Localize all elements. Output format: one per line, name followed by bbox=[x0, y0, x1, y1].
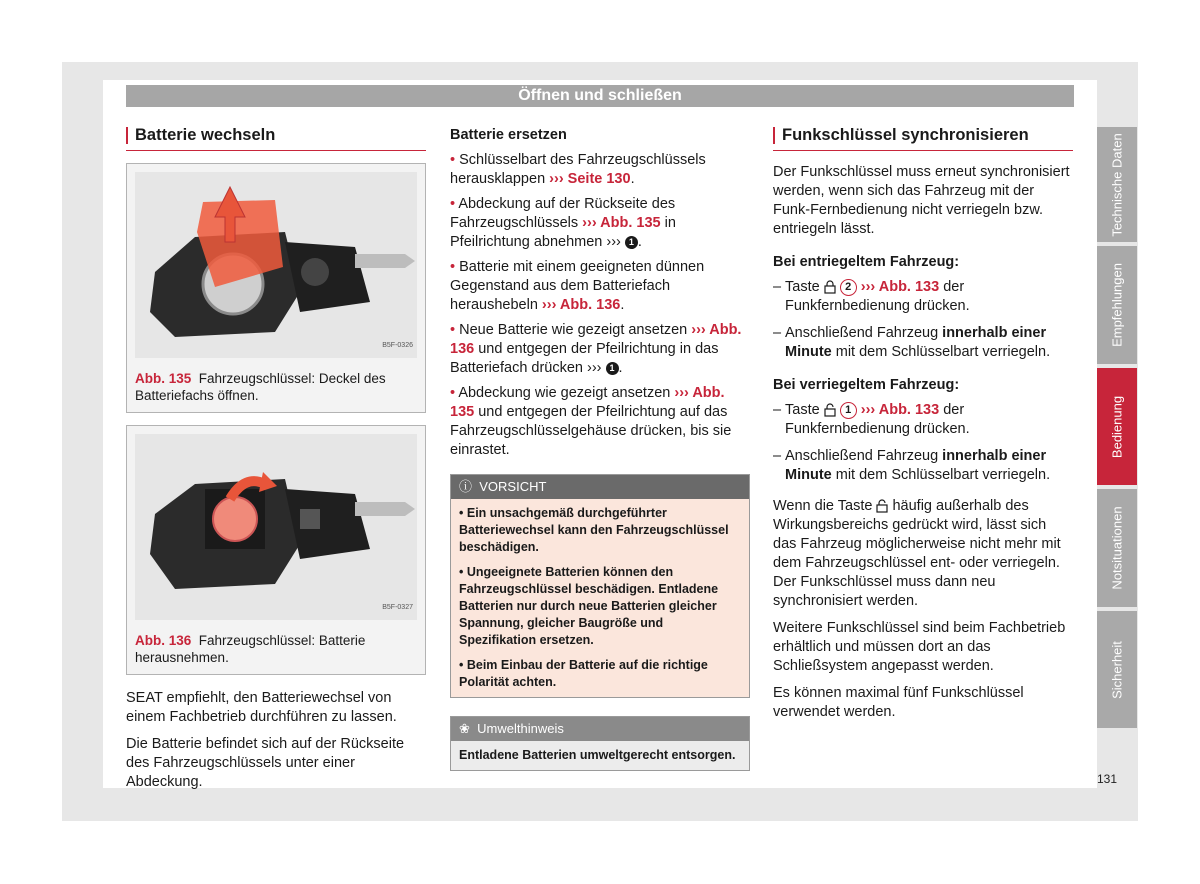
section-heading-funkschluessel: Funkschlüssel synchronisieren bbox=[773, 126, 1073, 151]
paragraph: Wenn die Taste häufig außerhalb des Wirkungsbereichs gedrückt wird, lässt sich das Fahrzeug möglicherweise nicht mehr mit dem Fahrzeugschlüssel ent- oder verriegeln. Der Funkschlüssel muss dann neu synchronisiert werden. bbox=[773, 498, 1061, 609]
key-open-cover-illustration bbox=[135, 172, 417, 358]
instruction-item: – Taste 1 ››› Abb. 133 der Funkfernbedienung drücken. bbox=[773, 402, 970, 437]
key-battery-cover-image bbox=[135, 172, 417, 358]
subheading-batterie-ersetzen: Batterie ersetzen bbox=[450, 127, 567, 143]
lock-open-icon bbox=[876, 499, 888, 513]
page-number: 131 bbox=[1097, 772, 1118, 786]
side-tab-empfehlungen[interactable]: Empfehlungen bbox=[1097, 246, 1137, 364]
paragraph: Der Funkschlüssel muss erneut synchronisiert werden, wenn sich das Fahrzeug mit der Funk-Fernbedienung nicht verriegeln bzw. entriegeln lässt. bbox=[773, 164, 1070, 237]
caution-item: • Beim Einbau der Batterie auf die richtige Polarität achten. bbox=[459, 658, 708, 689]
right-column bbox=[773, 126, 1073, 730]
cross-reference-link[interactable]: ››› Abb. 136 bbox=[541, 297, 621, 313]
warning-ref-icon[interactable]: 1 bbox=[625, 236, 638, 249]
lock-closed-icon bbox=[824, 280, 836, 294]
key-remove-battery-illustration bbox=[135, 434, 417, 620]
caution-box bbox=[450, 474, 750, 698]
paragraph: SEAT empfiehlt, den Batteriewechsel von einem Fachbetrieb durchführen zu lassen. bbox=[126, 690, 397, 725]
left-column bbox=[126, 126, 426, 800]
caution-item: • Ein unsachgemäß durchgeführter Batteriewechsel kann den Fahrzeugschlüssel beschädigen. bbox=[459, 506, 729, 554]
environment-note-body: Entladene Batterien umweltgerecht entsorgen. bbox=[451, 741, 749, 770]
instruction-item: – Anschließend Fahrzeug innerhalb einer Minute mit dem Schlüsselbart verriegeln. bbox=[773, 325, 1051, 360]
cross-reference-link[interactable]: ››› Abb. 135 bbox=[582, 215, 661, 231]
step-item: • Abdeckung wie gezeigt ansetzen ››› Abb. 135 und entgegen der Pfeilrichtung auf das Fahrzeugschlüsselgehäuse drücken, bis sie einrastet. bbox=[450, 385, 732, 458]
warning-ref-icon[interactable]: 1 bbox=[606, 362, 619, 375]
figure-code: B5F-0326 bbox=[382, 342, 413, 349]
paragraph: Weitere Funkschlüssel sind beim Fachbetrieb erhältlich und müssen dort an das Schließsystem angepasst werden. bbox=[773, 620, 1066, 674]
figure-code: B5F-0327 bbox=[382, 604, 413, 611]
figure-caption-text: Fahrzeugschlüssel: Deckel des Batteriefachs öffnen. bbox=[135, 371, 386, 403]
middle-column bbox=[450, 126, 750, 771]
side-tab-bedienung[interactable]: Bedienung bbox=[1097, 368, 1137, 485]
subheading-verriegelt: Bei verriegeltem Fahrzeug: bbox=[773, 377, 960, 393]
subheading-entriegelt: Bei entriegeltem Fahrzeug: bbox=[773, 254, 960, 270]
instruction-item: – Taste 2 ››› Abb. 133 der Funkfernbedienung drücken. bbox=[773, 279, 970, 314]
cross-reference-link[interactable]: ››› Abb. 133 bbox=[860, 402, 940, 418]
cross-reference-link[interactable]: ››› Abb. 133 bbox=[860, 279, 940, 295]
environment-note-box bbox=[450, 716, 750, 771]
side-tab-sicherheit[interactable]: Sicherheit bbox=[1097, 611, 1137, 728]
side-tab-notsituationen[interactable]: Notsituationen bbox=[1097, 489, 1137, 607]
figure-caption-text: Fahrzeugschlüssel: Batterie herausnehmen. bbox=[135, 633, 366, 665]
step-item: • Batterie mit einem geeigneten dünnen Gegenstand aus dem Batteriefach heraushebeln ››› Abb. 136. bbox=[450, 259, 705, 313]
caution-item: • Ungeeignete Batterien können den Fahrzeugschlüssel beschädigen. Entladene Batterien nur durch neue Batterien gleicher Spannung, gleicher Baugröße und Spezifikation ersetzen. bbox=[459, 565, 719, 647]
cross-reference-link[interactable]: ››› Abb. 135 bbox=[450, 385, 725, 420]
figure-135 bbox=[126, 163, 426, 413]
section-heading-batterie: Batterie wechseln bbox=[126, 126, 426, 151]
caution-header: ⓘ VORSICHT bbox=[451, 475, 749, 499]
info-circle-icon: ⓘ bbox=[459, 479, 473, 494]
step-item: • Abdeckung auf der Rückseite des Fahrzeugschlüssels ››› Abb. 135 in Pfeilrichtung abnehmen ››› 1 . bbox=[450, 196, 676, 250]
lock-open-icon bbox=[824, 403, 836, 417]
button-number-badge: 2 bbox=[840, 279, 857, 296]
cross-reference-link[interactable]: ››› Seite 130 bbox=[549, 171, 631, 187]
instruction-item: – Anschließend Fahrzeug innerhalb einer Minute mit dem Schlüsselbart verriegeln. bbox=[773, 448, 1051, 483]
step-item: • Schlüsselbart des Fahrzeugschlüssels herausklappen ››› Seite 130. bbox=[450, 152, 706, 187]
figure-caption bbox=[127, 628, 425, 674]
paragraph: Es können maximal fünf Funkschlüssel verwendet werden. bbox=[773, 685, 1024, 720]
cross-reference-link[interactable]: ››› Abb. 136 bbox=[450, 322, 742, 357]
button-number-badge: 1 bbox=[840, 402, 857, 419]
caution-body bbox=[451, 499, 749, 697]
step-item: • Neue Batterie wie gezeigt ansetzen ››› Abb. 136 und entgegen der Pfeilrichtung in das Batteriefach drücken ››› 1 . bbox=[450, 322, 742, 376]
figure-caption bbox=[127, 366, 425, 412]
side-tab-technische-daten[interactable]: Technische Daten bbox=[1097, 127, 1137, 242]
paragraph: Die Batterie befindet sich auf der Rückseite des Fahrzeugschlüssels unter einer Abdeckung. bbox=[126, 736, 405, 790]
key-battery-remove-image bbox=[135, 434, 417, 620]
chapter-banner: Öffnen und schließen bbox=[126, 85, 1074, 107]
flower-icon: ❀ bbox=[459, 721, 470, 736]
figure-number: Abb. 135 bbox=[135, 371, 192, 386]
figure-number: Abb. 136 bbox=[135, 633, 192, 648]
figure-136 bbox=[126, 425, 426, 675]
environment-note-header: ❀ Umwelthinweis bbox=[451, 717, 749, 741]
